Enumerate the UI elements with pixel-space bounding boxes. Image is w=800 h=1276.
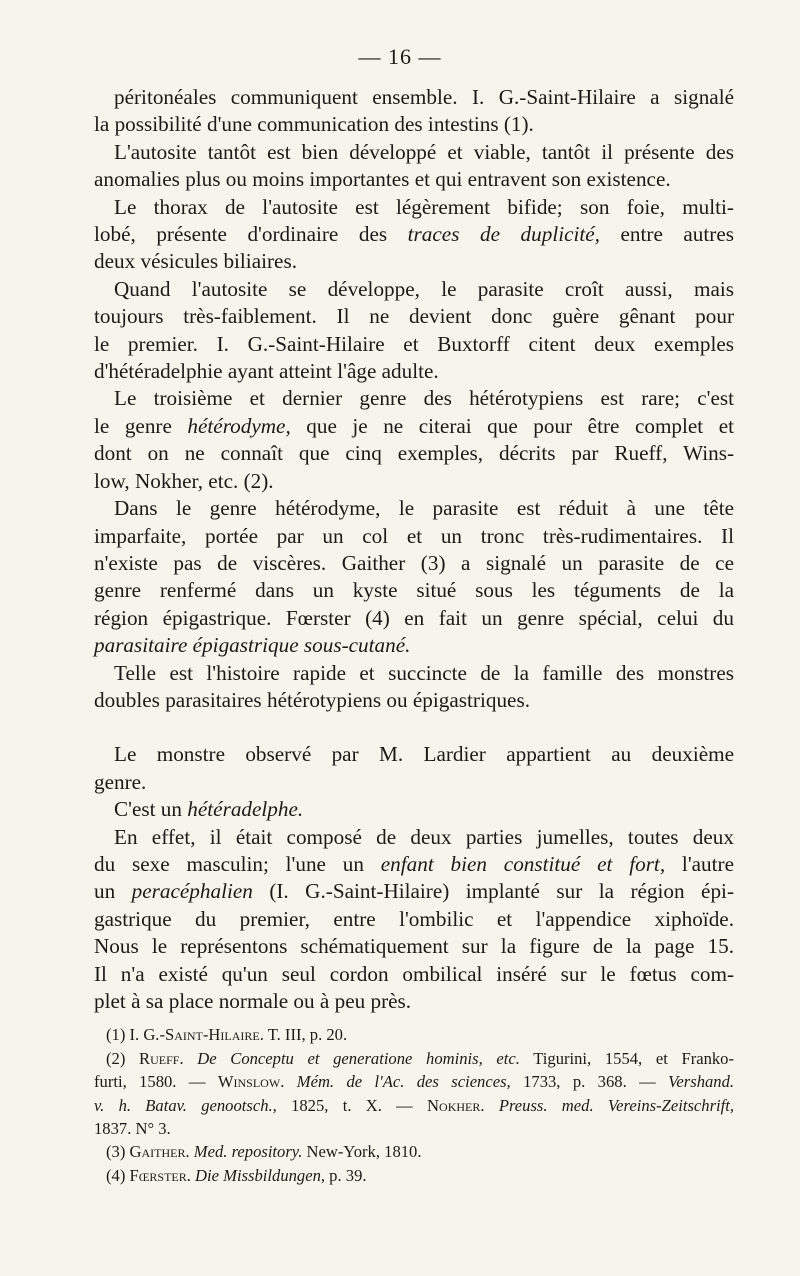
italic-text: traces de duplicité, [407,222,600,247]
text-span: lobé, présente d'ordinaire des [94,222,408,247]
text-line [94,468,734,495]
text-span: l'autre [665,851,734,876]
paragraph [94,276,734,386]
text-span: Il n'a existé qu'un seul cordon ombilical inséré sur le fœtus com- [94,961,734,986]
text-line [94,906,734,933]
text-span: (2) [106,1048,140,1068]
main-paragraphs [94,84,734,1015]
text-line [94,84,734,111]
text-line [94,577,734,604]
body-text [94,84,734,1187]
text-span: le premier. I. G.-Saint-Hilaire et Buxtorff citent deux exemples [94,331,734,356]
text-line [94,660,734,687]
text-span: que je ne citerai que pour être complet et [290,413,735,438]
text-span: . T. III, p. 20. [259,1025,348,1045]
text-span: n'existe pas de viscères. Gaither (3) a signalé un parasite de ce [94,550,734,575]
text-span: la possibilité d'une communication des intestins (1). [94,112,534,137]
text-line [94,166,734,193]
footnote [94,1140,734,1163]
text-line [94,495,734,522]
text-span: Le monstre observé par M. Lardier appartient au deuxième [114,742,734,767]
text-span: low, Nokher, etc. (2). [94,468,274,493]
text-line [94,523,734,550]
text-span: gastrique du premier, entre l'ombilic et l'appendice xiphoïde. [94,906,734,931]
text-line [94,1047,734,1070]
text-span: p. 39. [325,1165,367,1185]
text-span: anomalies plus ou moins importantes et qui entravent son existence. [94,167,671,192]
text-line [94,851,734,878]
text-line [94,385,734,412]
text-span: péritonéales communiquent ensemble. I. G.-Saint-Hilaire a signalé [114,85,734,109]
text-span: (I. G.-Saint-Hilaire) implanté sur la région épi- [252,879,734,904]
text-span: En effet, il était composé de deux parties jumelles, toutes deux [114,824,734,849]
italic-text: Die Missbildungen, [195,1165,326,1185]
paragraph [94,824,734,1016]
text-span: deux vésicules biliaires. [94,249,297,274]
text-span: Winslow [217,1072,281,1092]
text-span: imparfaite, portée par un col et un tronc très-rudimentaires. Il [94,523,734,548]
text-line [94,878,734,905]
text-span: toujours très-faiblement. Il ne devient donc guère gênant pour [94,304,734,329]
text-span: . [185,1142,194,1162]
text-span: Telle est l'histoire rapide et succincte de la famille des monstres [114,660,734,685]
paragraph [94,139,734,194]
paragraph [94,385,734,495]
text-line [94,1094,734,1117]
text-span: . [186,1165,196,1185]
text-span: du sexe masculin; l'une un [94,851,381,876]
text-span: furti, 1580. — [94,1072,218,1092]
text-span: Quand l'autosite se développe, le parasite croît aussi, mais [114,276,734,301]
footnote [94,1023,734,1046]
text-line [94,687,734,714]
text-span: Le troisième et dernier genre des hétérotypiens est rare; c'est [114,386,734,411]
italic-text: Vershand. [668,1072,735,1092]
text-line [94,824,734,851]
paragraph [94,660,734,715]
text-span: 1733, p. 368. — [510,1072,669,1092]
text-span: région épigastrique. Fœrster (4) en fait un genre spécial, celui du [94,605,734,630]
text-line [94,276,734,303]
italic-text: enfant bien constitué et fort, [380,851,666,876]
text-span: Tigurini, 1554, et Franko- [519,1048,735,1068]
text-line [94,111,734,138]
paragraph [94,741,734,796]
text-span: dont on ne connaît que cinq exemples, décrits par Rueff, Wins- [94,441,734,466]
text-span: un [94,879,132,904]
footnotes [94,1023,734,1187]
text-span: (1) I. [106,1025,144,1045]
text-span: . [179,1048,198,1068]
text-span: genre renfermé dans un kyste situé sous les téguments de la [94,578,734,603]
text-line [94,741,734,768]
footnote [94,1047,734,1141]
text-line [94,769,734,796]
text-line [94,988,734,1015]
footnote [94,1164,734,1187]
text-line [94,440,734,467]
paragraph [94,796,734,823]
text-span: Nokher [427,1095,481,1115]
text-span: L'autosite tantôt est bien développé et viable, tantôt il présente des [114,139,734,164]
text-line [94,1140,734,1163]
text-span: Fœrster [129,1165,187,1185]
text-span: plet à sa place normale ou à peu près. [94,989,412,1013]
text-span: New-York, 1810. [302,1142,422,1162]
text-span: Rueff [139,1048,180,1068]
text-line [94,961,734,988]
text-line [94,331,734,358]
text-span: G.-Saint-Hilaire [143,1025,260,1045]
text-span: doubles parasitaires hétérotypiens ou épigastriques. [94,687,530,712]
text-span: 1837. N° 3. [94,1119,171,1139]
text-line [94,605,734,632]
italic-text: Mém. de l'Ac. des sciences, [296,1072,511,1092]
paragraph [94,194,734,276]
italic-text: hétéradelphe. [187,797,304,822]
text-span: (4) [106,1165,130,1185]
text-span: Dans le genre hétérodyme, le parasite est réduit à une tête [114,496,734,521]
text-line [94,632,734,659]
page-number: — 16 — [358,44,442,69]
text-span: Nous le représentons schématiquement sur la figure de la page 15. [94,934,734,959]
italic-text: parasitaire épigastrique sous-cutané. [94,633,411,658]
text-line [94,933,734,960]
text-line [94,413,734,440]
text-span: Le thorax de l'autosite est légèrement bifide; son foie, multi- [114,194,734,219]
text-span: . [480,1095,499,1115]
text-span: d'hétéradelphie ayant atteint l'âge adulte. [94,359,439,384]
text-span: genre. [94,769,147,794]
text-line [94,139,734,166]
italic-text: hétérodyme, [187,413,291,438]
text-span: le genre [94,413,188,438]
text-line [94,221,734,248]
paragraph-gap [94,714,734,741]
italic-text: De Conceptu et generatione hominis, etc. [197,1048,520,1068]
text-span: C'est un [114,797,188,822]
text-line [94,1023,734,1046]
italic-text: Preuss. med. Vereins-Zeitschrift, [498,1095,735,1115]
italic-text: v. h. Batav. genootsch., [94,1095,277,1115]
text-line [94,550,734,577]
italic-text: peracéphalien [131,879,253,904]
text-span: . [280,1072,297,1092]
text-span: 1825, t. X. — [276,1095,428,1115]
text-line [94,796,734,823]
text-line [94,248,734,275]
text-span: (3) [106,1142,130,1162]
paragraph [94,84,734,139]
text-line [94,1070,734,1093]
text-line [94,1164,734,1187]
italic-text: Med. repository. [193,1142,303,1162]
text-line [94,303,734,330]
text-line [94,358,734,385]
text-span: entre autres [599,222,734,247]
paragraph [94,495,734,659]
text-span: Gaither [129,1142,186,1162]
text-line [94,1117,734,1140]
text-line [94,194,734,221]
